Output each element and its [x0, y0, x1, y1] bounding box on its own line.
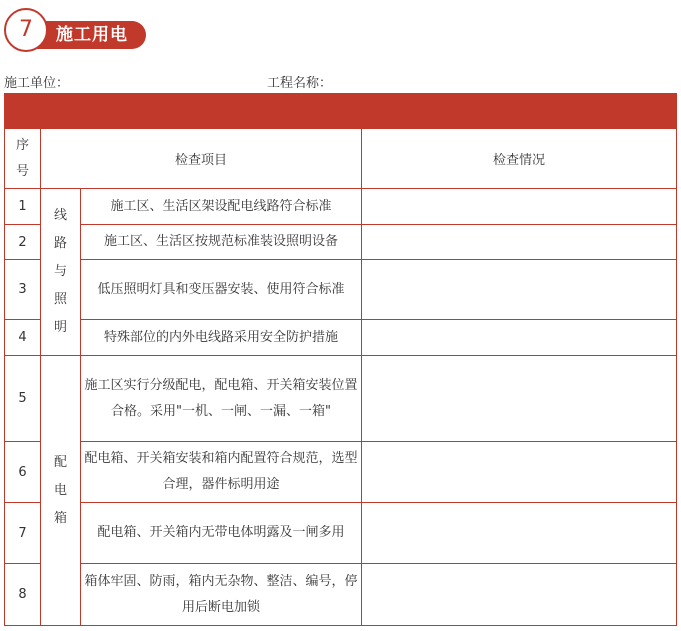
check-status-cell[interactable] [362, 189, 677, 225]
table-row [5, 442, 677, 503]
inspection-table [4, 93, 677, 626]
check-item: 施工区、生活区按规范标准装设照明设备 [81, 225, 362, 260]
check-item: 配电箱、开关箱内无带电体明露及一闸多用 [81, 503, 362, 564]
table-row [5, 320, 677, 356]
check-item: 施工区实行分级配电，配电箱、开关箱安装位置合格。采用"一机、一闸、一漏、一箱" [81, 356, 362, 442]
check-status-cell[interactable] [362, 442, 677, 503]
section-number-badge: 7 [4, 8, 48, 52]
check-status-cell[interactable] [362, 320, 677, 356]
group-label: 配 电 箱 [53, 454, 67, 526]
check-item: 箱体牢固、防雨，箱内无杂物、整洁、编号，停用后断电加锁 [81, 564, 362, 626]
group-label: 线 路 与 照 明 [53, 208, 67, 335]
seq-column-header [5, 129, 41, 189]
check-status-cell[interactable] [362, 225, 677, 260]
table-row [5, 260, 677, 320]
check-item: 配电箱、开关箱安装和箱内配置符合规范，选型合理，器件标明用途 [81, 442, 362, 503]
row-number: 8 [5, 564, 41, 626]
row-number: 3 [5, 260, 41, 320]
table-row [5, 503, 677, 564]
check-item: 特殊部位的内外电线路采用安全防护措施 [81, 320, 362, 356]
table-column-headers [5, 129, 677, 189]
table-row [5, 189, 677, 225]
check-status-cell[interactable] [362, 564, 677, 626]
row-number: 7 [5, 503, 41, 564]
group-cell-distribution-box [41, 356, 81, 626]
row-number: 5 [5, 356, 41, 442]
section-banner [4, 8, 154, 52]
check-status-cell[interactable] [362, 356, 677, 442]
status-column-header: 检查情况 [362, 129, 677, 189]
row-number: 2 [5, 225, 41, 260]
table-row [5, 225, 677, 260]
table-row [5, 356, 677, 442]
table-header-band [5, 94, 677, 129]
check-item: 施工区、生活区架设配电线路符合标准 [81, 189, 362, 225]
check-item: 低压照明灯具和变压器安装、使用符合标准 [81, 260, 362, 320]
row-number: 4 [5, 320, 41, 356]
check-status-cell[interactable] [362, 503, 677, 564]
construction-unit-label: 施工单位： [4, 76, 70, 91]
row-number: 1 [5, 189, 41, 225]
check-status-cell[interactable] [362, 260, 677, 320]
group-cell-lines-lighting [41, 189, 81, 356]
project-name-label: 工程名称： [267, 76, 333, 91]
table-row [5, 564, 677, 626]
item-column-header: 检查项目 [41, 129, 362, 189]
row-number: 6 [5, 442, 41, 503]
seq-header-text: 序 号 [15, 137, 29, 179]
section-title: 施工用电 [56, 25, 128, 45]
